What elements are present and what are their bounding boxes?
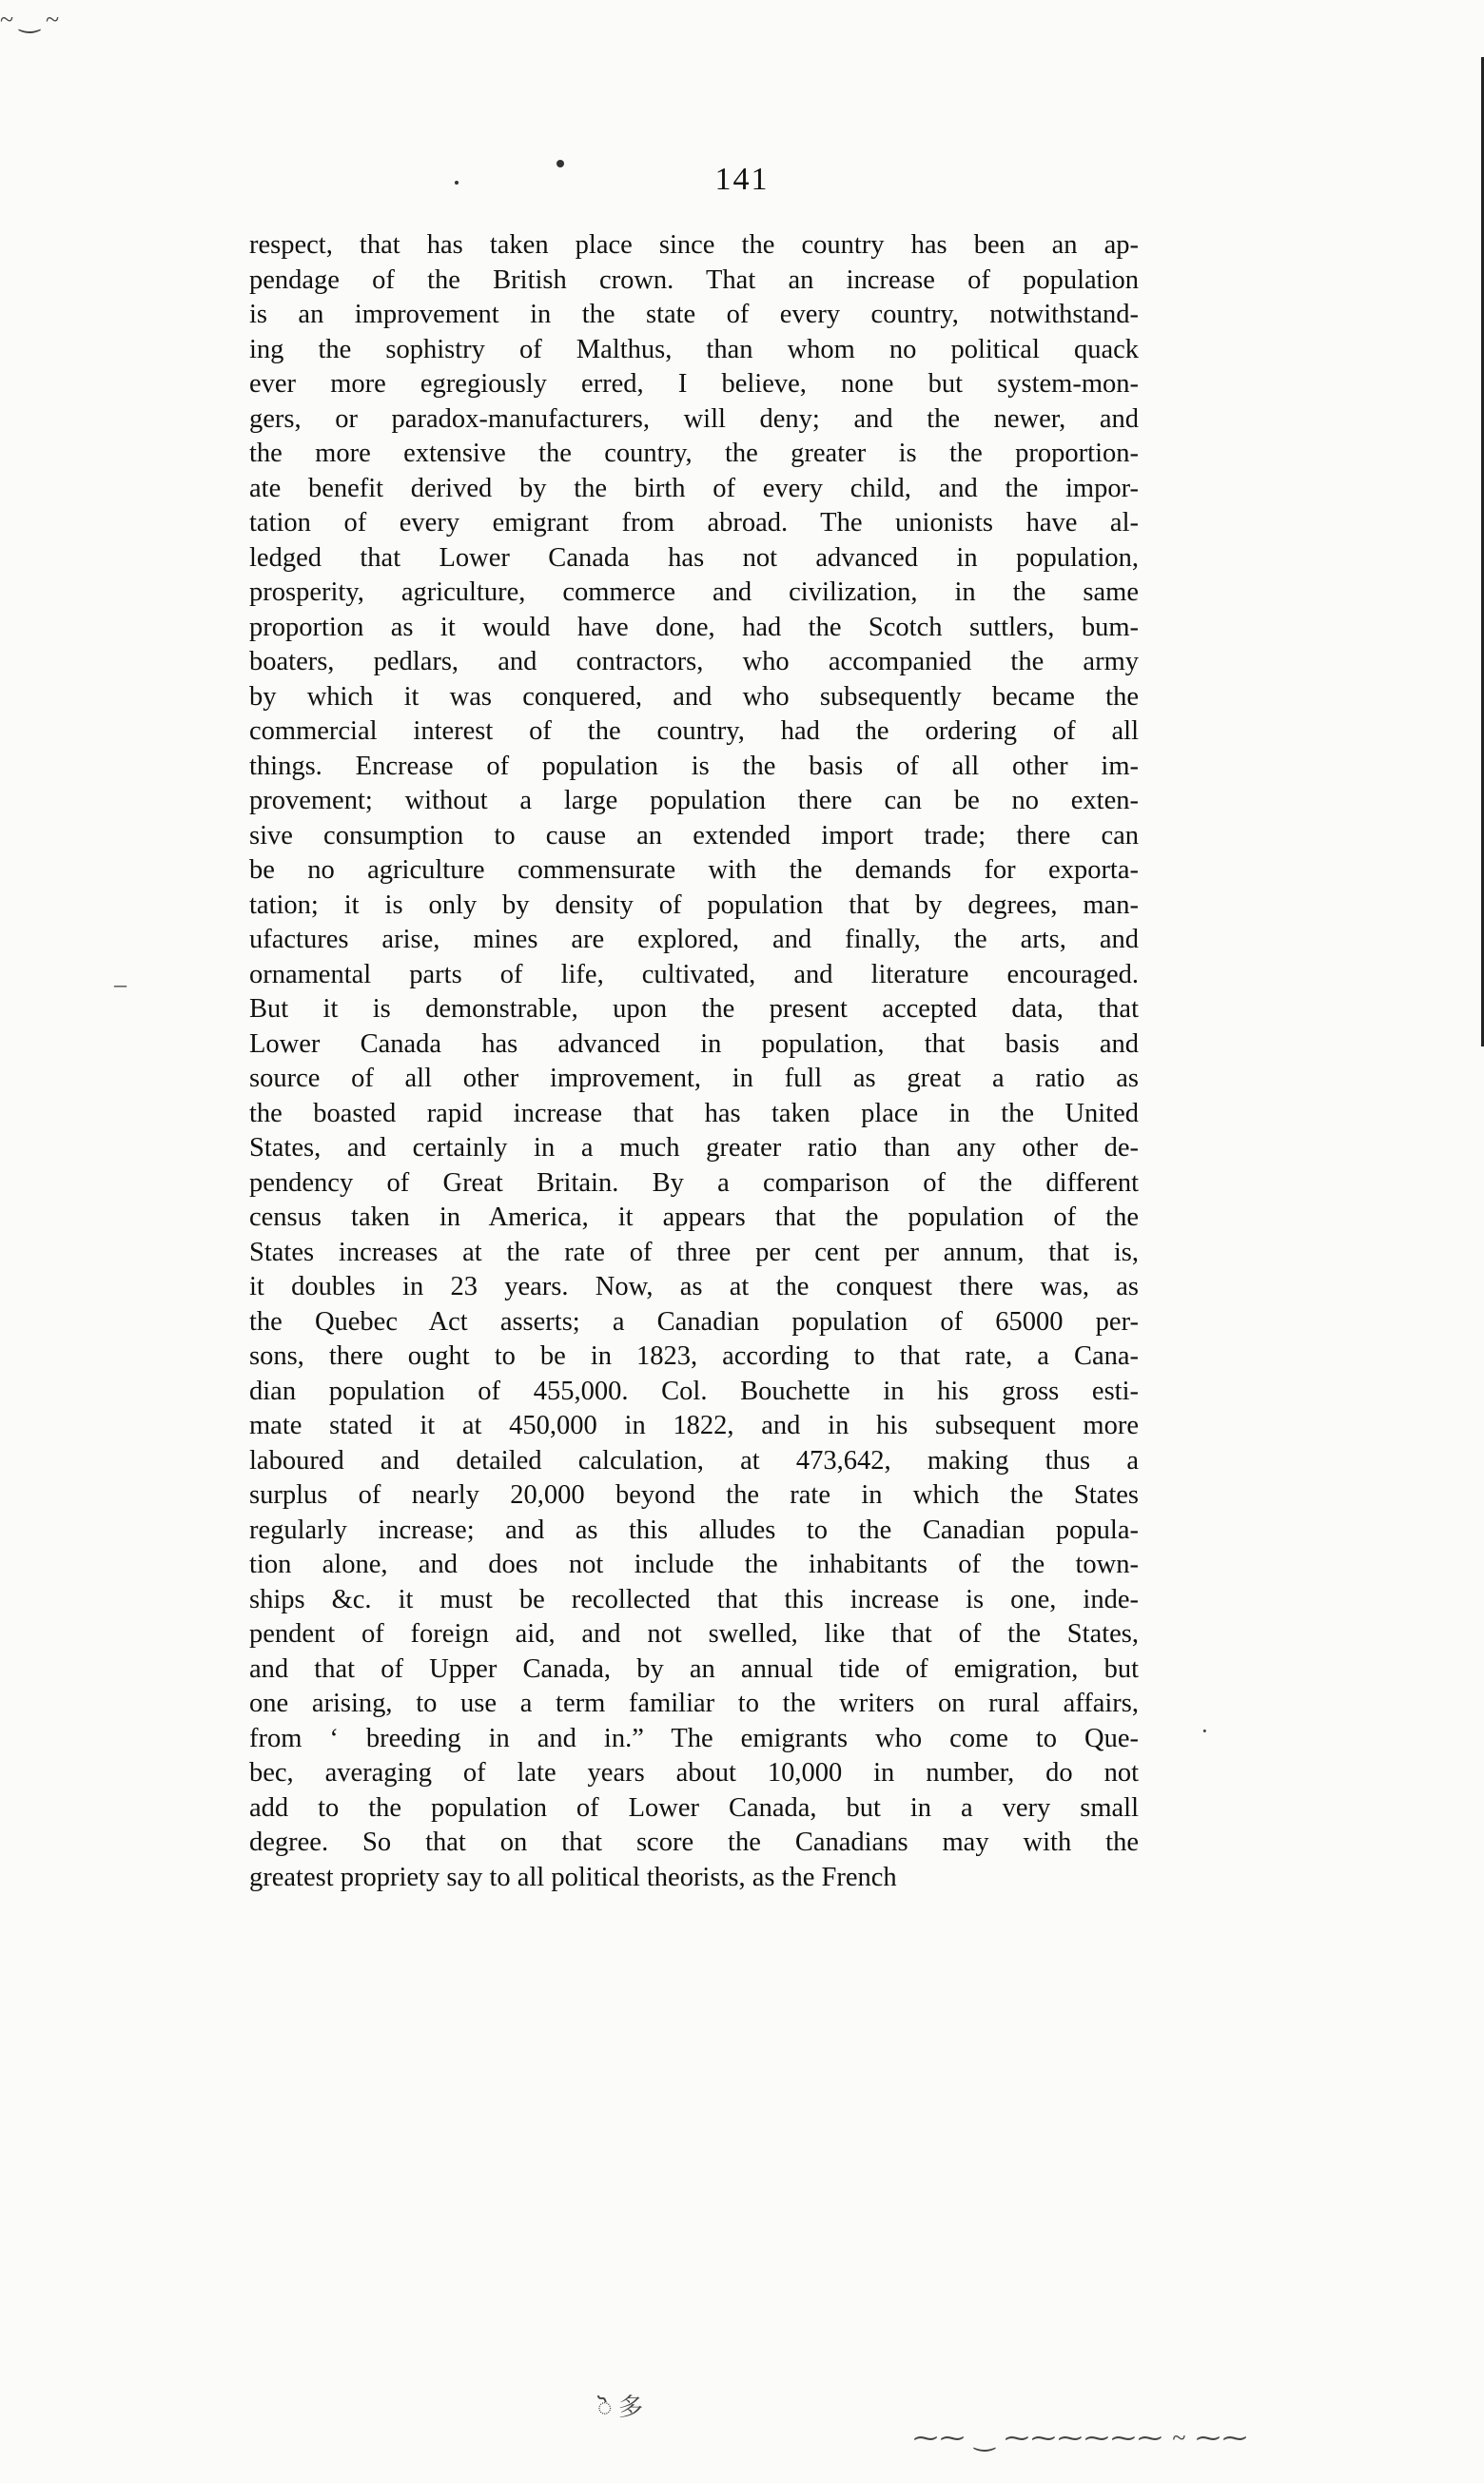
text-line: bec, averaging of late years about 10,000 in number, do not [249,1758,1139,1788]
text-line: by which it was conquered, and who subsequently became the [249,681,1139,712]
text-line: is an improvement in the state of every country, notwithstand- [249,300,1139,329]
text-line: tation; it is only by density of population that by degrees, man- [249,890,1139,920]
text-line: be no agriculture commensurate with the demands for exporta- [249,855,1139,885]
text-line: provement; without a large population there can be no exten- [249,786,1139,815]
text-line: things. Encrease of population is the basis of all other im- [249,751,1139,781]
text-line: laboured and detailed calculation, at 473,642, making thus a [249,1445,1139,1476]
text-line: surplus of nearly 20,000 beyond the rate in which the States [249,1480,1139,1510]
text-line: the more extensive the country, the greater is the proportion- [249,439,1139,468]
text-line: proportion as it would have done, had the Scotch suttlers, bum- [249,612,1139,642]
text-line: ledged that Lower Canada has not advanced in population, [249,542,1139,573]
text-line: States, and certainly in a much greater ratio than any other de- [249,1133,1139,1163]
text-line: ing the sophistry of Malthus, than whom no political quack [249,334,1139,364]
text-line: commercial interest of the country, had the ordering of all [249,716,1139,746]
text-line: tion alone, and does not include the inhabitants of the town- [249,1550,1139,1579]
scan-mark-bottom-left: ॆ 多 [597,2394,643,2421]
text-line: sive consumption to cause an extended import trade; there can [249,820,1139,850]
text-line: gers, or paradox-manufacturers, will deny; and the newer, and [249,403,1139,434]
page-number: 141 [714,162,770,197]
text-line: ships &c. it must be recollected that this increase is one, inde- [249,1584,1139,1614]
body-text [249,228,1139,1895]
text-line: respect, that has taken place since the country has been an ap- [249,230,1139,260]
text-line: and that of Upper Canada, by an annual tide of emigration, but [249,1653,1139,1684]
text-line: tation of every emigrant from abroad. The unionists have al- [249,508,1139,538]
scan-mark-bottom-right: ⁓⁓ ‿ ⁓⁓⁓⁓⁓⁓ ~ ⁓⁓ [913,2424,1249,2452]
scan-mark-top-left: ~ ‿ ~ [0,6,60,33]
text-line: But it is demonstrable, upon the present accepted data, that [249,994,1139,1024]
text-line: sons, there ought to be in 1823, according to that rate, a Cana- [249,1341,1139,1371]
text-line: ornamental parts of life, cultivated, and literature encouraged. [249,959,1139,989]
text-line: ate benefit derived by the birth of every child, and the impor- [249,473,1139,503]
text-line: mate stated it at 450,000 in 1822, and in his subsequent more [249,1411,1139,1440]
text-line: Lower Canada has advanced in population, that basis and [249,1028,1139,1059]
text-line: States increases at the rate of three per cent per annum, that is, [249,1237,1139,1267]
text-line: one arising, to use a term familiar to the writers on rural affairs, [249,1689,1139,1718]
text-line: pendage of the British crown. That an increase of population [249,264,1139,295]
text-line: source of all other improvement, in full as great a ratio as [249,1064,1139,1093]
text-line: the Quebec Act asserts; a Canadian population of 65000 per- [249,1306,1139,1337]
text-line: boaters, pedlars, and contractors, who accompanied the army [249,647,1139,676]
text-line: from ‘ breeding in and in.” The emigrants who come to Que- [249,1723,1139,1753]
text-line: prosperity, agriculture, commerce and civilization, in the same [249,577,1139,607]
scan-mark-margin-right: · [1201,1717,1209,1745]
text-line: pendent of foreign aid, and not swelled, like that of the States, [249,1619,1139,1649]
scan-mark-margin-left: – [114,970,127,998]
text-line: add to the population of Lower Canada, but in a very small [249,1792,1139,1823]
text-line: dian population of 455,000. Col. Bouchette in his gross esti- [249,1376,1139,1406]
text-line: census taken in America, it appears that the population of the [249,1202,1139,1232]
text-line: the boasted rapid increase that has taken place in the United [249,1098,1139,1128]
text-line: regularly increase; and as this alludes to the Canadian popula- [249,1515,1139,1545]
text-line: pendency of Great Britain. By a comparison of the different [249,1167,1139,1198]
text-line: greatest propriety say to all political theorists, as the French [249,1862,897,1892]
text-line: degree. So that on that score the Canadians may with the [249,1828,1139,1857]
text-line: ever more egregiously erred, I believe, none but system-mon- [249,369,1139,399]
text-line: it doubles in 23 years. Now, as at the conquest there was, as [249,1272,1139,1301]
text-line: ufactures arise, mines are explored, and finally, the arts, and [249,925,1139,954]
